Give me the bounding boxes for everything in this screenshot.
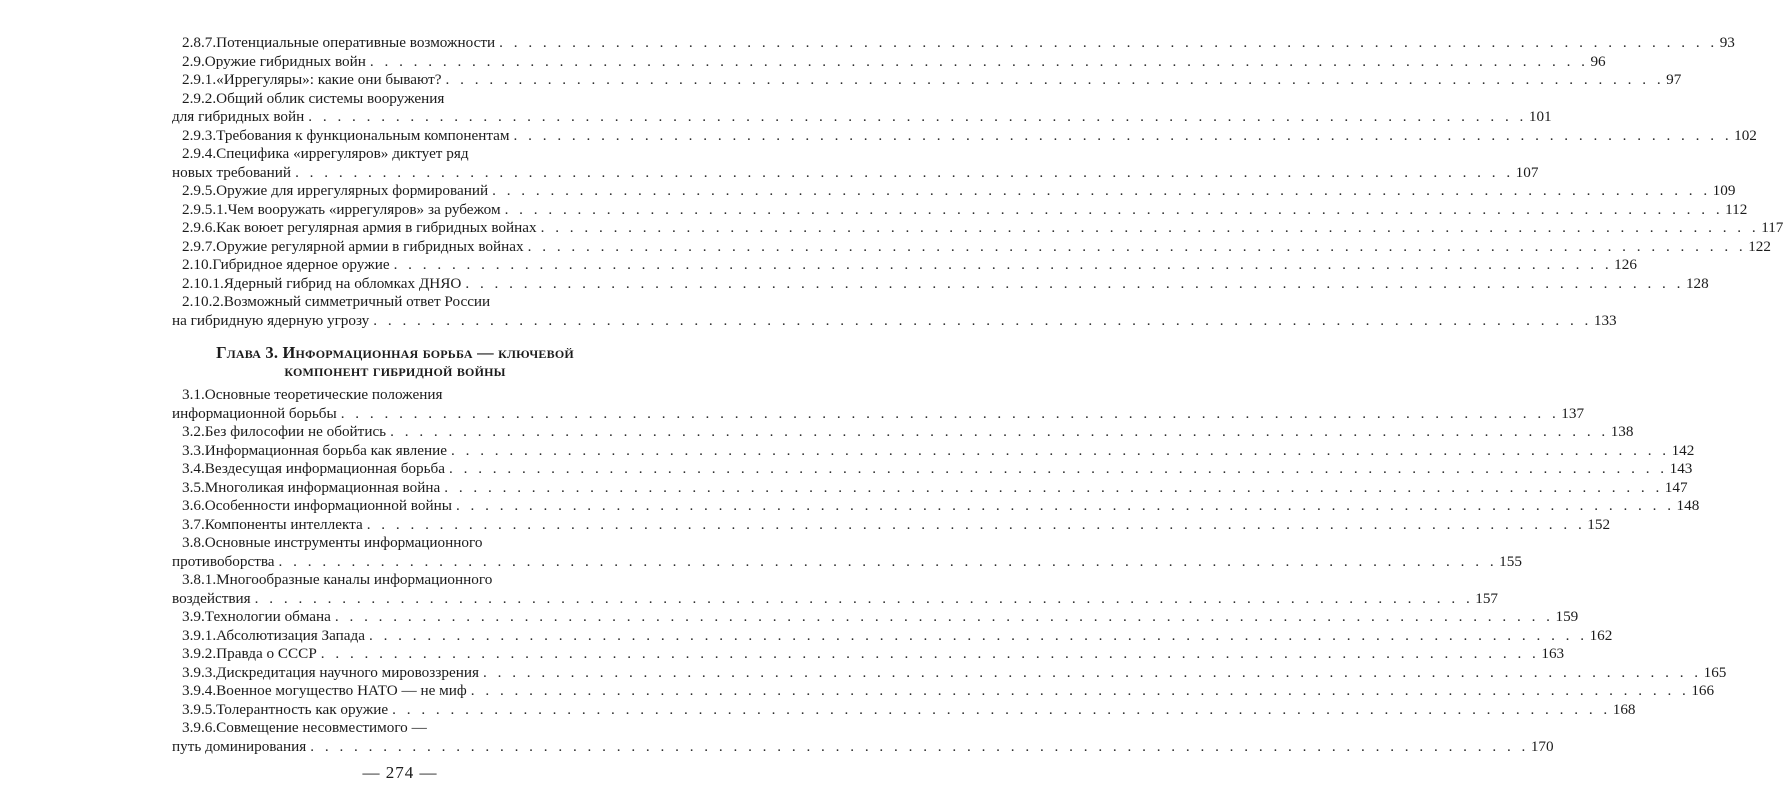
leader-dots: . . . . . . . . . . . . . . . . . . . . . . . . . . . . . . . . . . . . . . . . . . . . . . . . . . . . . . . . . . . . . . . . . . . . . . . . . . . . . . . . . . . . <box>513 126 1733 144</box>
toc-entry-title: информационной борьбы <box>172 404 337 422</box>
toc-entry <box>172 663 1727 683</box>
toc-page-number: 138 <box>1610 423 1634 440</box>
leader-dots: . . . . . . . . . . . . . . . . . . . . . . . . . . . . . . . . . . . . . . . . . . . . . . . . . . . . . . . . . . . . . . . . . . . . . . . . . . . . . . . . . . . . <box>504 200 1724 218</box>
toc-entry <box>172 126 1757 146</box>
toc-entry-number: 2.9.5.1. <box>182 200 228 218</box>
toc-page-number: 157 <box>1475 589 1499 607</box>
toc-entry-number: 3.9.3. <box>182 663 217 681</box>
toc-entry-number: 2.9.2. <box>182 89 217 107</box>
chapter-title-line2: компонент гибридной войны <box>284 361 506 380</box>
chapter-label: Глава 3. <box>216 343 279 362</box>
toc-entry <box>172 441 1695 461</box>
toc-entry-title: Специфика «иррегуляров» диктует ряд <box>216 145 469 162</box>
toc-entry-title: новых требований <box>172 163 292 181</box>
leader-dots: . . . . . . . . . . . . . . . . . . . . . . . . . . . . . . . . . . . . . . . . . . . . . . . . . . . . . . . . . . . . . . . . . . . . . . . . . . . . . . . . . . . . <box>444 478 1663 496</box>
toc-page-number: 152 <box>1587 515 1611 533</box>
toc-entry-number: 2.8.7. <box>182 34 217 51</box>
toc-page-number: 163 <box>1541 645 1565 662</box>
chapter-title-line1: Информационная борьба — ключевой <box>282 343 574 362</box>
leader-dots: . . . . . . . . . . . . . . . . . . . . . . . . . . . . . . . . . . . . . . . . . . . . . . . . . . . . . . . . . . . . . . . . . . . . . . . . . . . . . . . . . . . . <box>310 737 1529 755</box>
toc-page-number: 117 <box>1761 219 1783 236</box>
toc-entry-number: 2.9.1. <box>182 71 217 88</box>
toc-entry-title: Без философии не обойтись <box>204 423 387 440</box>
toc-entry-title: Правда о СССР <box>216 645 317 662</box>
toc-page-number: 155 <box>1499 552 1522 570</box>
toc-entry <box>172 237 1771 257</box>
toc-entry-number: 3.2. <box>182 423 205 440</box>
toc-entry-title: Особенности информационной войны <box>204 497 452 514</box>
toc-entry <box>172 293 1617 330</box>
toc-page-number: 96 <box>1590 52 1606 70</box>
toc-entry-number: 2.9.5. <box>182 182 217 199</box>
toc-entry-number: 3.9.1. <box>182 626 217 644</box>
leader-dots: . . . . . . . . . . . . . . . . . . . . . . . . . . . . . . . . . . . . . . . . . . . . . . . . . . . . . . . . . . . . . . . . . . . . . . . . . . . . . . . . . . . . <box>278 552 1498 570</box>
toc-page-number: 165 <box>1703 663 1727 681</box>
leader-dots: . . . . . . . . . . . . . . . . . . . . . . . . . . . . . . . . . . . . . . . . . . . . . . . . . . . . . . . . . . . . . . . . . . . . . . . . . . . . . . . . . . . . <box>392 700 1611 718</box>
toc-entry-number: 2.10. <box>182 256 213 273</box>
leader-dots: . . . . . . . . . . . . . . . . . . . . . . . . . . . . . . . . . . . . . . . . . . . . . . . . . . . . . . . . . . . . . . . . . . . . . . . . . . . . . . . . . . . . <box>320 645 1540 662</box>
toc-entry-title: Как воюет регулярная армия в гибридных войнах <box>216 219 537 236</box>
toc-entry-number: 2.9.3. <box>182 126 217 144</box>
leader-dots: . . . . . . . . . . . . . . . . . . . . . . . . . . . . . . . . . . . . . . . . . . . . . . . . . . . . . . . . . . . . . . . . . . . . . . . . . . . . . . . . . . . . <box>483 663 1702 681</box>
leader-dots: . . . . . . . . . . . . . . . . . . . . . . . . . . . . . . . . . . . . . . . . . . . . . . . . . . . . . . . . . . . . . . . . . . . . . . . . . . . . . . . . . . . . <box>369 52 1589 70</box>
toc-entry-number: 3.8. <box>182 534 205 551</box>
toc-entry-title: «Иррегуляры»: какие они бывают? <box>216 71 442 88</box>
toc-entry <box>172 719 1554 756</box>
toc-part-chapter-2 <box>172 34 1783 330</box>
toc-entry <box>172 89 1552 127</box>
leader-dots: . . . . . . . . . . . . . . . . . . . . . . . . . . . . . . . . . . . . . . . . . . . . . . . . . . . . . . . . . . . . . . . . . . . . . . . . . . . . . . . . . . . . <box>540 219 1760 236</box>
toc-page-number: 162 <box>1589 626 1613 644</box>
toc-entry-title: Оружие для иррегулярных формирований <box>216 182 489 199</box>
toc-entry-title: Многообразные каналы информационного <box>216 571 493 588</box>
toc-entry-title: Основные теоретические положения <box>204 386 443 403</box>
toc-entry-title: Потенциальные оперативные возможности <box>216 34 496 51</box>
leader-dots: . . . . . . . . . . . . . . . . . . . . . . . . . . . . . . . . . . . . . . . . . . . . . . . . . . . . . . . . . . . . . . . . . . . . . . . . . . . . . . . . . . . . <box>455 497 1675 514</box>
leader-dots: . . . . . . . . . . . . . . . . . . . . . . . . . . . . . . . . . . . . . . . . . . . . . . . . . . . . . . . . . . . . . . . . . . . . . . . . . . . . . . . . . . . . <box>254 589 1474 607</box>
toc-entry-title: Гибридное ядерное оружие <box>212 256 390 273</box>
leader-dots: . . . . . . . . . . . . . . . . . . . . . . . . . . . . . . . . . . . . . . . . . . . . . . . . . . . . . . . . . . . . . . . . . . . . . . . . . . . . . . . . . . . . <box>340 404 1560 422</box>
toc-page-number: 122 <box>1748 237 1771 255</box>
toc-entry-title: Абсолютизация Запада <box>216 626 365 644</box>
toc-page-number: 137 <box>1561 404 1585 422</box>
toc-entry-number: 3.4. <box>182 460 205 477</box>
toc-entry-title: Чем вооружать «иррегуляров» за рубежом <box>227 200 501 218</box>
toc-entry-title: Возможный симметричный ответ России <box>223 293 491 310</box>
toc-entry <box>172 608 1579 627</box>
toc-entry <box>172 386 1585 423</box>
toc-page-number: 147 <box>1664 478 1688 496</box>
toc-page-number: 101 <box>1528 108 1552 125</box>
toc-entry-number: 2.9.6. <box>182 219 217 236</box>
toc-page-number: 142 <box>1671 441 1695 459</box>
leader-dots: . . . . . . . . . . . . . . . . . . . . . . . . . . . . . . . . . . . . . . . . . . . . . . . . . . . . . . . . . . . . . . . . . . . . . . . . . . . . . . . . . . . . <box>470 682 1690 699</box>
toc-entry-number: 3.9.2. <box>182 645 217 662</box>
toc-entry-title: для гибридных войн <box>172 108 305 125</box>
toc-entry-number: 2.9. <box>182 52 205 70</box>
toc-entry <box>172 515 1611 535</box>
toc-entry <box>172 256 1637 275</box>
toc-entry-title: Информационная борьба как явление <box>204 441 447 459</box>
toc-entry-title: Основные инструменты информационного <box>204 534 483 551</box>
leader-dots: . . . . . . . . . . . . . . . . . . . . . . . . . . . . . . . . . . . . . . . . . . . . . . . . . . . . . . . . . . . . . . . . . . . . . . . . . . . . . . . . . . . . <box>499 34 1718 51</box>
toc-entry <box>172 497 1700 516</box>
toc-page-number: 143 <box>1669 460 1693 477</box>
leader-dots: . . . . . . . . . . . . . . . . . . . . . . . . . . . . . . . . . . . . . . . . . . . . . . . . . . . . . . . . . . . . . . . . . . . . . . . . . . . . . . . . . . . . <box>492 182 1711 199</box>
toc-entry-title: противоборства <box>172 552 275 570</box>
toc-page-number: 166 <box>1691 682 1715 699</box>
toc-entry-title: Толерантность как оружие <box>216 700 389 718</box>
toc-entry <box>172 274 1709 294</box>
toc-entry-number: 3.5. <box>182 478 205 496</box>
leader-dots: . . . . . . . . . . . . . . . . . . . . . . . . . . . . . . . . . . . . . . . . . . . . . . . . . . . . . . . . . . . . . . . . . . . . . . . . . . . . . . . . . . . . <box>449 460 1668 477</box>
toc-entry-title: на гибридную ядерную угрозу <box>172 311 370 329</box>
toc-entry-title: Многоликая информационная война <box>204 478 441 496</box>
toc-page-number: 170 <box>1530 737 1554 755</box>
toc-page-number: 93 <box>1719 34 1735 51</box>
toc-entry-title: Военное могущество НАТО — не миф <box>216 682 467 699</box>
page-number: — 274 — <box>362 763 438 782</box>
toc-entry-number: 2.9.4. <box>182 145 217 162</box>
leader-dots: . . . . . . . . . . . . . . . . . . . . . . . . . . . . . . . . . . . . . . . . . . . . . . . . . . . . . . . . . . . . . . . . . . . . . . . . . . . . . . . . . . . . <box>368 626 1588 644</box>
toc-page-number: 128 <box>1685 274 1709 292</box>
toc-part-chapter-3 <box>172 386 1727 756</box>
toc-entry <box>172 71 1682 90</box>
toc-entry-number: 3.9.5. <box>182 700 217 718</box>
toc-entry-title: Требования к функциональным компонентам <box>216 126 510 144</box>
toc-entry <box>172 34 1735 53</box>
toc-entry-number: 3.7. <box>182 515 205 533</box>
leader-dots: . . . . . . . . . . . . . . . . . . . . . . . . . . . . . . . . . . . . . . . . . . . . . . . . . . . . . . . . . . . . . . . . . . . . . . . . . . . . . . . . . . . . <box>295 163 1514 181</box>
toc-entry-number: 2.10.2. <box>182 293 224 310</box>
leader-dots: . . . . . . . . . . . . . . . . . . . . . . . . . . . . . . . . . . . . . . . . . . . . . . . . . . . . . . . . . . . . . . . . . . . . . . . . . . . . . . . . . . . . <box>308 108 1527 125</box>
toc-entry-title: Оружие регулярной армии в гибридных войнах <box>216 237 524 255</box>
toc-entry <box>172 700 1636 720</box>
toc-entry-title: Оружие гибридных войн <box>204 52 366 70</box>
toc-entry-number: 3.6. <box>182 497 205 514</box>
toc-page-number: 133 <box>1593 311 1617 329</box>
toc-entry <box>172 423 1634 442</box>
toc-entry <box>172 182 1736 201</box>
toc-entry-number: 3.8.1. <box>182 571 217 588</box>
toc-entry <box>172 534 1522 571</box>
toc-entry-number: 3.9.6. <box>182 719 217 736</box>
toc-entry-title: Дискредитация научного мировоззрения <box>216 663 480 681</box>
leader-dots: . . . . . . . . . . . . . . . . . . . . . . . . . . . . . . . . . . . . . . . . . . . . . . . . . . . . . . . . . . . . . . . . . . . . . . . . . . . . . . . . . . . . <box>527 237 1747 255</box>
chapter-heading <box>172 344 618 380</box>
leader-dots: . . . . . . . . . . . . . . . . . . . . . . . . . . . . . . . . . . . . . . . . . . . . . . . . . . . . . . . . . . . . . . . . . . . . . . . . . . . . . . . . . . . . <box>366 515 1586 533</box>
toc-entry <box>172 219 1783 238</box>
toc-entry-number: 3.1. <box>182 386 205 403</box>
toc-page-number: 159 <box>1555 608 1579 625</box>
toc-entry <box>172 200 1748 220</box>
toc-entry <box>172 682 1715 701</box>
toc-entry <box>172 626 1613 646</box>
leader-dots: . . . . . . . . . . . . . . . . . . . . . . . . . . . . . . . . . . . . . . . . . . . . . . . . . . . . . . . . . . . . . . . . . . . . . . . . . . . . . . . . . . . . <box>390 423 1609 440</box>
toc-entry-number: 2.9.7. <box>182 237 217 255</box>
toc-page-number: 112 <box>1725 200 1748 218</box>
leader-dots: . . . . . . . . . . . . . . . . . . . . . . . . . . . . . . . . . . . . . . . . . . . . . . . . . . . . . . . . . . . . . . . . . . . . . . . . . . . . . . . . . . . . <box>451 441 1670 459</box>
toc-entry-title: Совмещение несовместимого — <box>216 719 427 736</box>
toc-entry-number: 3.3. <box>182 441 205 459</box>
toc-entry <box>172 478 1688 498</box>
table-of-contents <box>172 34 1783 756</box>
leader-dots: . . . . . . . . . . . . . . . . . . . . . . . . . . . . . . . . . . . . . . . . . . . . . . . . . . . . . . . . . . . . . . . . . . . . . . . . . . . . . . . . . . . . <box>334 608 1554 625</box>
toc-page-number: 97 <box>1666 71 1682 88</box>
toc-page-number: 107 <box>1515 163 1539 181</box>
toc-page-number: 102 <box>1734 126 1757 144</box>
toc-page-number: 126 <box>1614 256 1637 273</box>
toc-page-number: 168 <box>1612 700 1636 718</box>
toc-entry-title: воздействия <box>172 589 251 607</box>
toc-entry-title: Компоненты интеллекта <box>204 515 363 533</box>
toc-entry <box>172 571 1499 608</box>
leader-dots: . . . . . . . . . . . . . . . . . . . . . . . . . . . . . . . . . . . . . . . . . . . . . . . . . . . . . . . . . . . . . . . . . . . . . . . . . . . . . . . . . . . . <box>373 311 1592 329</box>
toc-entry <box>172 645 1565 664</box>
toc-entry-title: Вездесущая информационная борьба <box>204 460 446 477</box>
toc-entry <box>172 52 1606 72</box>
toc-entry-title: Технологии обмана <box>204 608 331 625</box>
leader-dots: . . . . . . . . . . . . . . . . . . . . . . . . . . . . . . . . . . . . . . . . . . . . . . . . . . . . . . . . . . . . . . . . . . . . . . . . . . . . . . . . . . . . <box>465 274 1684 292</box>
toc-page-number: 148 <box>1676 497 1700 514</box>
toc-entry <box>172 460 1693 479</box>
leader-dots: . . . . . . . . . . . . . . . . . . . . . . . . . . . . . . . . . . . . . . . . . . . . . . . . . . . . . . . . . . . . . . . . . . . . . . . . . . . . . . . . . . . . <box>393 256 1613 273</box>
toc-entry-title: путь доминирования <box>172 737 307 755</box>
toc-entry-title: Ядерный гибрид на обломках ДНЯО <box>223 274 462 292</box>
toc-entry-title: Общий облик системы вооружения <box>216 89 445 107</box>
leader-dots: . . . . . . . . . . . . . . . . . . . . . . . . . . . . . . . . . . . . . . . . . . . . . . . . . . . . . . . . . . . . . . . . . . . . . . . . . . . . . . . . . . . . <box>445 71 1665 88</box>
toc-entry-number: 2.10.1. <box>182 274 224 292</box>
toc-entry-number: 3.9.4. <box>182 682 217 699</box>
toc-page-number: 109 <box>1712 182 1736 199</box>
toc-entry-number: 3.9. <box>182 608 205 625</box>
toc-entry <box>172 145 1539 182</box>
